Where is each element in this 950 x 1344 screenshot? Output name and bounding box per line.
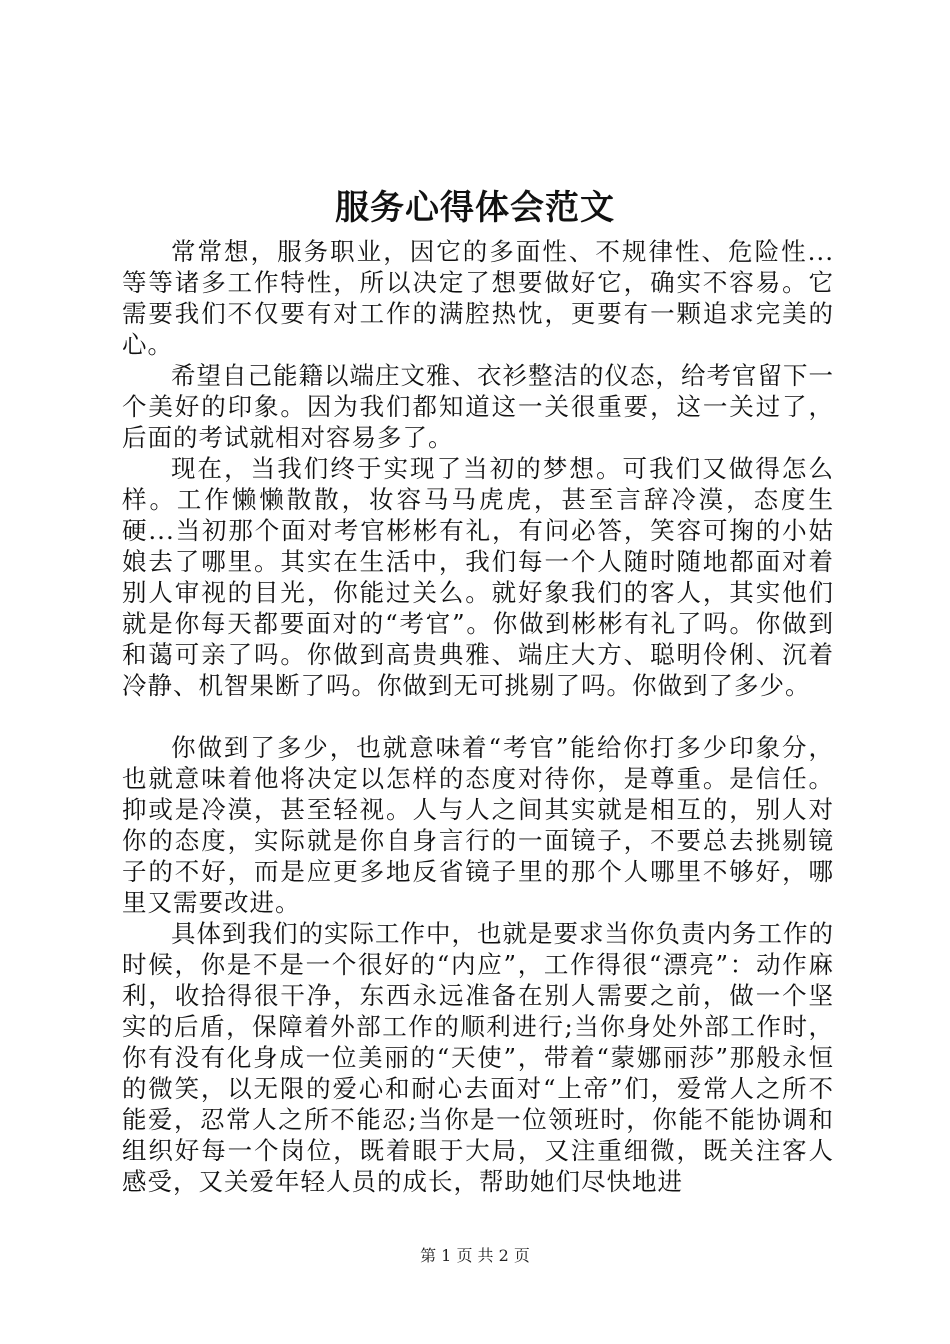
paragraph-5: 具体到我们的实际工作中，也就是要求当你负责内务工作的时候，你是不是一个很好的“内应”，工作得很“漂亮”：动作麻利，收拾得很干净，东西永远准备在别人需要之前，做一个坚实的后盾，保障着外部工作的顺利进行;当你身处外部工作时，你有没有化身成一位美丽的“天使”，带着“蒙娜丽莎”那般永恒的微笑，以无限的爱心和耐心去面对“上帝”们，爱常人之所不能爱，忍常人之所不能忍;当你是一位领班时，你能不能协调和组织好每一个岗位，既着眼于大局，又注重细微，既关注客人感受，又关爱年轻人员的成长，帮助她们尽快地进 bbox=[122, 919, 834, 1196]
document-title: 服务心得体会范文 bbox=[335, 188, 615, 228]
document-body bbox=[122, 236, 834, 1197]
paragraph-4: 你做到了多少，也就意味着“考官”能给你打多少印象分，也就意味着他将决定以怎样的态度对待你，是尊重。是信任。抑或是冷漠，甚至轻视。人与人之间其实就是相互的，别人对你的态度，实际就是你自身言行的一面镜子，不要总去挑剔镜子的不好，而是应更多地反省镜子里的那个人哪里不够好，哪里又需要改进。 bbox=[122, 733, 834, 917]
page-footer: 第 1 页 共 2 页 bbox=[420, 1246, 530, 1265]
paragraph-3: 现在，当我们终于实现了当初的梦想。可我们又做得怎么样。工作懒懒散散，妆容马马虎虎，甚至言辞冷漠，态度生硬...当初那个面对考官彬彬有礼，有问必答，笑容可掬的小姑娘去了哪里。其实在生活中，我们每一个人随时随地都面对着别人审视的目光，你能过关么。就好象我们的客人，其实他们就是你每天都要面对的“考官”。你做到彬彬有礼了吗。你做到和蔼可亲了吗。你做到高贵典雅、端庄大方、聪明伶俐、沉着冷静、机智果断了吗。你做到无可挑剔了吗。你做到了多少。 bbox=[122, 454, 834, 700]
paragraph-2: 希望自己能籍以端庄文雅、衣衫整洁的仪态，给考官留下一个美好的印象。因为我们都知道这一关很重要，这一关过了，后面的考试就相对容易多了。 bbox=[122, 361, 834, 452]
paragraph-1: 常常想，服务职业，因它的多面性、不规律性、危险性...等等诸多工作特性，所以决定了想要做好它，确实不容易。它需要我们不仅要有对工作的满腔热忱，更要有一颗追求完美的心。 bbox=[122, 237, 834, 359]
